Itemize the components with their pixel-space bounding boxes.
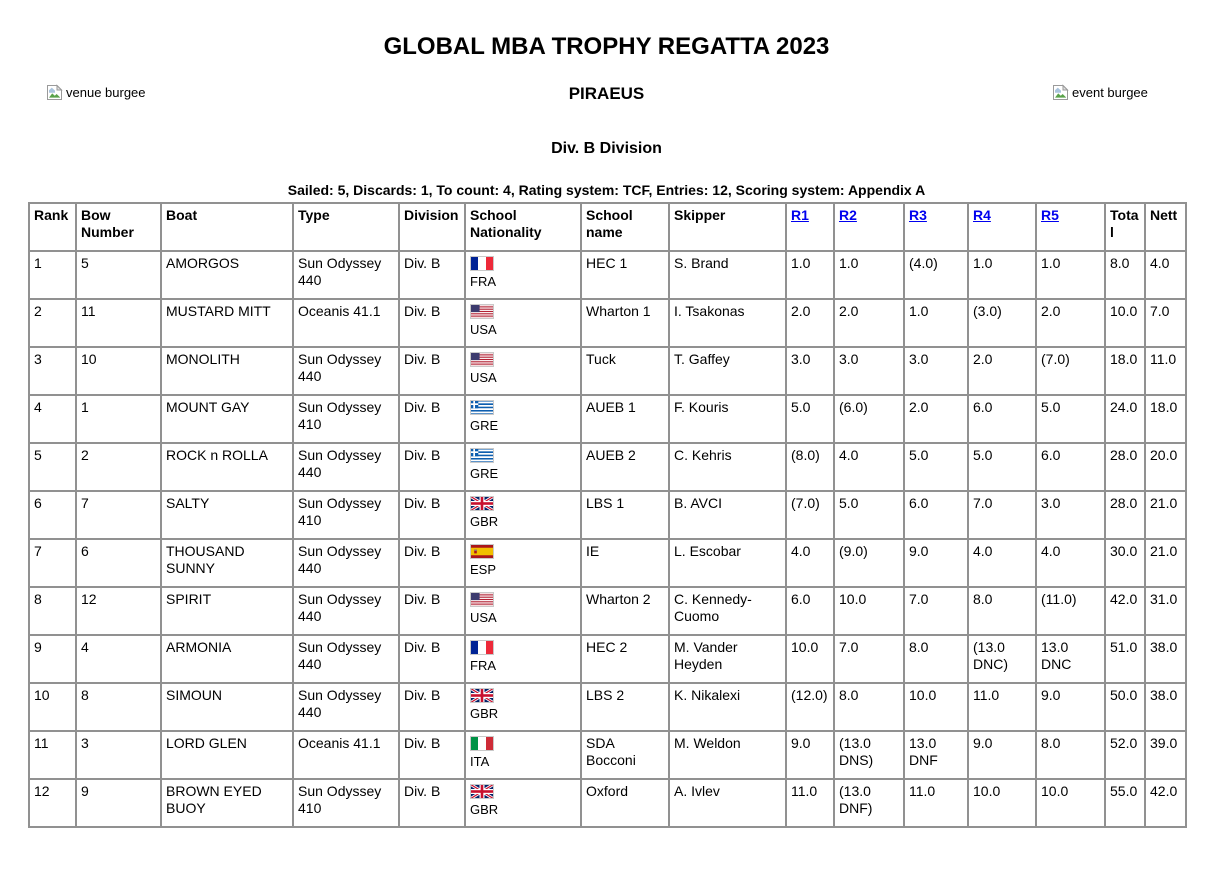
- cell-r3: (4.0): [904, 251, 968, 299]
- cell-rank: 10: [29, 683, 76, 731]
- series-summary: Sailed: 5, Discards: 1, To count: 4, Rating system: TCF, Entries: 12, Scoring system: Appendix A: [287, 182, 926, 198]
- cell-r2: 8.0: [834, 683, 904, 731]
- cell-r4: 4.0: [968, 539, 1036, 587]
- cell-rank: 12: [29, 779, 76, 827]
- cell-nett: 38.0: [1145, 635, 1186, 683]
- cell-division: Div. B: [399, 539, 465, 587]
- cell-r2: 2.0: [834, 299, 904, 347]
- cell-rank: 9: [29, 635, 76, 683]
- cell-r2: (6.0): [834, 395, 904, 443]
- cell-r4: (13.0 DNC): [968, 635, 1036, 683]
- cell-type: Oceanis 41.1: [293, 299, 399, 347]
- cell-r1: (12.0): [786, 683, 834, 731]
- cell-r1: 2.0: [786, 299, 834, 347]
- cell-nett: 38.0: [1145, 683, 1186, 731]
- cell-rank: 1: [29, 251, 76, 299]
- cell-r4: 11.0: [968, 683, 1036, 731]
- cell-r5: 3.0: [1036, 491, 1105, 539]
- division-title: Div. B Division: [551, 140, 662, 157]
- cell-nett: 20.0: [1145, 443, 1186, 491]
- nationality-code: USA: [470, 370, 497, 385]
- cell-bow: 4: [76, 635, 161, 683]
- cell-total: 8.0: [1105, 251, 1145, 299]
- cell-school: IE: [581, 539, 669, 587]
- cell-r4: 5.0: [968, 443, 1036, 491]
- table-row: [29, 491, 1186, 539]
- cell-r5: (11.0): [1036, 587, 1105, 635]
- cell-skipper: C. Kehris: [669, 443, 786, 491]
- nationality-code: FRA: [470, 658, 496, 673]
- cell-bow: 5: [76, 251, 161, 299]
- cell-r3: 5.0: [904, 443, 968, 491]
- column-header-boat: Boat: [161, 203, 293, 251]
- cell-r1: 6.0: [786, 587, 834, 635]
- cell-nett: 39.0: [1145, 731, 1186, 779]
- cell-skipper: F. Kouris: [669, 395, 786, 443]
- cell-boat: ARMONIA: [161, 635, 293, 683]
- cell-r3: 6.0: [904, 491, 968, 539]
- cell-r3: 7.0: [904, 587, 968, 635]
- flag-icon-fra: [470, 640, 494, 655]
- cell-bow: 8: [76, 683, 161, 731]
- column-header-nett: Nett: [1145, 203, 1186, 251]
- cell-rank: 5: [29, 443, 76, 491]
- cell-r3: 9.0: [904, 539, 968, 587]
- cell-type: Sun Odyssey 440: [293, 443, 399, 491]
- cell-bow: 7: [76, 491, 161, 539]
- cell-school: HEC 1: [581, 251, 669, 299]
- cell-r1: (7.0): [786, 491, 834, 539]
- cell-r4: 9.0: [968, 731, 1036, 779]
- cell-type: Sun Odyssey 440: [293, 635, 399, 683]
- cell-nationality: [465, 731, 581, 779]
- flag-icon-gre: [470, 448, 494, 463]
- cell-skipper: M. Weldon: [669, 731, 786, 779]
- cell-division: Div. B: [399, 779, 465, 827]
- cell-boat: ROCK n ROLLA: [161, 443, 293, 491]
- cell-division: Div. B: [399, 635, 465, 683]
- cell-bow: 1: [76, 395, 161, 443]
- nationality-code: GBR: [470, 802, 499, 817]
- cell-skipper: T. Gaffey: [669, 347, 786, 395]
- flag-icon-ita: [470, 736, 494, 751]
- cell-type: Sun Odyssey 440: [293, 683, 399, 731]
- cell-skipper: C. Kennedy-Cuomo: [669, 587, 786, 635]
- cell-bow: 9: [76, 779, 161, 827]
- column-header-bow: Bow Number: [76, 203, 161, 251]
- cell-division: Div. B: [399, 731, 465, 779]
- nationality-code: GRE: [470, 466, 499, 481]
- cell-r5: 5.0: [1036, 395, 1105, 443]
- event-burgee-alt-text: event burgee: [1072, 85, 1148, 100]
- cell-total: 52.0: [1105, 731, 1145, 779]
- column-header-r5: [1036, 203, 1105, 251]
- results-table-body: [29, 251, 1186, 827]
- cell-r2: 3.0: [834, 347, 904, 395]
- column-header-rank: Rank: [29, 203, 76, 251]
- cell-boat: SIMOUN: [161, 683, 293, 731]
- column-header-skipper: Skipper: [669, 203, 786, 251]
- cell-r3: 13.0 DNF: [904, 731, 968, 779]
- cell-r3: 1.0: [904, 299, 968, 347]
- flag-icon-gbr: [470, 496, 494, 511]
- cell-rank: 2: [29, 299, 76, 347]
- cell-school: AUEB 1: [581, 395, 669, 443]
- cell-r4: (3.0): [968, 299, 1036, 347]
- cell-r5: 13.0 DNC: [1036, 635, 1105, 683]
- cell-r5: 8.0: [1036, 731, 1105, 779]
- column-header-school: School name: [581, 203, 669, 251]
- flag-icon-usa: [470, 352, 494, 367]
- cell-r4: 8.0: [968, 587, 1036, 635]
- cell-skipper: I. Tsakonas: [669, 299, 786, 347]
- cell-total: 24.0: [1105, 395, 1145, 443]
- table-row: [29, 731, 1186, 779]
- cell-r3: 2.0: [904, 395, 968, 443]
- cell-r2: 1.0: [834, 251, 904, 299]
- cell-total: 55.0: [1105, 779, 1145, 827]
- cell-skipper: M. Vander Heyden: [669, 635, 786, 683]
- cell-nett: 42.0: [1145, 779, 1186, 827]
- table-row: [29, 587, 1186, 635]
- cell-school: HEC 2: [581, 635, 669, 683]
- cell-r2: (13.0 DNF): [834, 779, 904, 827]
- cell-total: 28.0: [1105, 491, 1145, 539]
- cell-school: SDA Bocconi: [581, 731, 669, 779]
- cell-r1: 4.0: [786, 539, 834, 587]
- table-row: [29, 683, 1186, 731]
- cell-r1: 1.0: [786, 251, 834, 299]
- cell-r2: 4.0: [834, 443, 904, 491]
- table-row: [29, 779, 1186, 827]
- race-column-link-r2[interactable]: R2: [839, 207, 857, 223]
- cell-type: Sun Odyssey 440: [293, 587, 399, 635]
- cell-school: Oxford: [581, 779, 669, 827]
- race-column-link-r3[interactable]: R3: [909, 207, 927, 223]
- cell-nett: 31.0: [1145, 587, 1186, 635]
- cell-type: Oceanis 41.1: [293, 731, 399, 779]
- cell-bow: 11: [76, 299, 161, 347]
- cell-r1: (8.0): [786, 443, 834, 491]
- cell-division: Div. B: [399, 251, 465, 299]
- cell-r1: 3.0: [786, 347, 834, 395]
- flag-icon-gbr: [470, 784, 494, 799]
- cell-type: Sun Odyssey 440: [293, 251, 399, 299]
- cell-boat: MONOLITH: [161, 347, 293, 395]
- cell-boat: AMORGOS: [161, 251, 293, 299]
- header-row: [29, 203, 1186, 251]
- cell-nett: 11.0: [1145, 347, 1186, 395]
- table-row: [29, 347, 1186, 395]
- cell-r3: 10.0: [904, 683, 968, 731]
- cell-nationality: [465, 587, 581, 635]
- cell-r3: 11.0: [904, 779, 968, 827]
- cell-division: Div. B: [399, 347, 465, 395]
- cell-division: Div. B: [399, 299, 465, 347]
- cell-skipper: L. Escobar: [669, 539, 786, 587]
- nationality-code: USA: [470, 610, 497, 625]
- cell-rank: 11: [29, 731, 76, 779]
- cell-r3: 3.0: [904, 347, 968, 395]
- cell-r5: 10.0: [1036, 779, 1105, 827]
- cell-r4: 6.0: [968, 395, 1036, 443]
- cell-total: 50.0: [1105, 683, 1145, 731]
- cell-nationality: [465, 443, 581, 491]
- column-header-r1: [786, 203, 834, 251]
- nationality-code: ESP: [470, 562, 497, 577]
- cell-r2: 5.0: [834, 491, 904, 539]
- cell-rank: 4: [29, 395, 76, 443]
- flag-icon-fra: [470, 256, 494, 271]
- flag-icon-usa: [470, 592, 494, 607]
- cell-bow: 10: [76, 347, 161, 395]
- cell-total: 51.0: [1105, 635, 1145, 683]
- nationality-code: FRA: [470, 274, 496, 289]
- column-header-r2: [834, 203, 904, 251]
- cell-school: Wharton 1: [581, 299, 669, 347]
- cell-division: Div. B: [399, 395, 465, 443]
- cell-bow: 6: [76, 539, 161, 587]
- cell-school: Tuck: [581, 347, 669, 395]
- event-burgee-image: [1052, 84, 1148, 101]
- cell-r4: 2.0: [968, 347, 1036, 395]
- cell-division: Div. B: [399, 491, 465, 539]
- cell-total: 30.0: [1105, 539, 1145, 587]
- cell-r2: (13.0 DNS): [834, 731, 904, 779]
- nationality-code: USA: [470, 322, 497, 337]
- page-title: GLOBAL MBA TROPHY REGATTA 2023: [383, 33, 830, 60]
- cell-division: Div. B: [399, 587, 465, 635]
- flag-icon-usa: [470, 304, 494, 319]
- table-row: [29, 539, 1186, 587]
- cell-r2: 10.0: [834, 587, 904, 635]
- table-row: [29, 251, 1186, 299]
- table-row: [29, 635, 1186, 683]
- cell-division: Div. B: [399, 683, 465, 731]
- cell-nett: 21.0: [1145, 539, 1186, 587]
- nationality-code: ITA: [470, 754, 490, 769]
- cell-boat: BROWN EYED BUOY: [161, 779, 293, 827]
- cell-total: 28.0: [1105, 443, 1145, 491]
- cell-school: LBS 1: [581, 491, 669, 539]
- cell-r4: 10.0: [968, 779, 1036, 827]
- cell-r5: 9.0: [1036, 683, 1105, 731]
- cell-r2: 7.0: [834, 635, 904, 683]
- cell-type: Sun Odyssey 410: [293, 395, 399, 443]
- race-column-link-r5[interactable]: R5: [1041, 207, 1059, 223]
- column-header-r3: [904, 203, 968, 251]
- cell-total: 42.0: [1105, 587, 1145, 635]
- broken-image-icon: [46, 84, 63, 101]
- cell-nationality: [465, 251, 581, 299]
- column-header-nationality: School Nationality: [465, 203, 581, 251]
- cell-r4: 1.0: [968, 251, 1036, 299]
- cell-rank: 6: [29, 491, 76, 539]
- cell-nett: 18.0: [1145, 395, 1186, 443]
- cell-boat: MOUNT GAY: [161, 395, 293, 443]
- cell-r1: 9.0: [786, 731, 834, 779]
- cell-school: Wharton 2: [581, 587, 669, 635]
- cell-r5: 1.0: [1036, 251, 1105, 299]
- cell-nationality: [465, 635, 581, 683]
- flag-icon-gbr: [470, 688, 494, 703]
- race-column-link-r4[interactable]: R4: [973, 207, 991, 223]
- cell-r5: 2.0: [1036, 299, 1105, 347]
- cell-boat: LORD GLEN: [161, 731, 293, 779]
- cell-rank: 8: [29, 587, 76, 635]
- cell-r5: 4.0: [1036, 539, 1105, 587]
- cell-nett: 21.0: [1145, 491, 1186, 539]
- cell-r1: 5.0: [786, 395, 834, 443]
- venue-burgee-alt-text: venue burgee: [66, 85, 146, 100]
- cell-r5: 6.0: [1036, 443, 1105, 491]
- cell-nationality: [465, 779, 581, 827]
- cell-boat: SALTY: [161, 491, 293, 539]
- cell-skipper: K. Nikalexi: [669, 683, 786, 731]
- cell-division: Div. B: [399, 443, 465, 491]
- cell-nationality: [465, 491, 581, 539]
- cell-bow: 2: [76, 443, 161, 491]
- flag-icon-gre: [470, 400, 494, 415]
- cell-rank: 7: [29, 539, 76, 587]
- cell-type: Sun Odyssey 410: [293, 779, 399, 827]
- cell-r1: 10.0: [786, 635, 834, 683]
- broken-image-icon: [1052, 84, 1069, 101]
- cell-type: Sun Odyssey 440: [293, 539, 399, 587]
- column-header-division: Division: [399, 203, 465, 251]
- nationality-code: GBR: [470, 706, 499, 721]
- cell-nett: 7.0: [1145, 299, 1186, 347]
- venue-burgee-image: [46, 84, 146, 101]
- venue-subtitle: PIRAEUS: [568, 84, 645, 103]
- cell-r3: 8.0: [904, 635, 968, 683]
- cell-nett: 4.0: [1145, 251, 1186, 299]
- results-table: [28, 202, 1187, 828]
- cell-skipper: B. AVCI: [669, 491, 786, 539]
- table-row: [29, 395, 1186, 443]
- cell-type: Sun Odyssey 440: [293, 347, 399, 395]
- flag-icon-esp: [470, 544, 494, 559]
- cell-boat: SPIRIT: [161, 587, 293, 635]
- cell-skipper: S. Brand: [669, 251, 786, 299]
- cell-boat: THOUSAND SUNNY: [161, 539, 293, 587]
- cell-nationality: [465, 683, 581, 731]
- nationality-code: GBR: [470, 514, 499, 529]
- cell-nationality: [465, 299, 581, 347]
- cell-skipper: A. Ivlev: [669, 779, 786, 827]
- cell-r2: (9.0): [834, 539, 904, 587]
- cell-school: AUEB 2: [581, 443, 669, 491]
- cell-bow: 3: [76, 731, 161, 779]
- cell-boat: MUSTARD MITT: [161, 299, 293, 347]
- cell-r4: 7.0: [968, 491, 1036, 539]
- cell-type: Sun Odyssey 410: [293, 491, 399, 539]
- table-row: [29, 443, 1186, 491]
- cell-nationality: [465, 395, 581, 443]
- nationality-code: GRE: [470, 418, 499, 433]
- cell-nationality: [465, 347, 581, 395]
- column-header-total: Total: [1105, 203, 1145, 251]
- column-header-type: Type: [293, 203, 399, 251]
- results-table-head: [29, 203, 1186, 251]
- column-header-r4: [968, 203, 1036, 251]
- race-column-link-r1[interactable]: R1: [791, 207, 809, 223]
- cell-bow: 12: [76, 587, 161, 635]
- cell-r1: 11.0: [786, 779, 834, 827]
- table-row: [29, 299, 1186, 347]
- cell-total: 10.0: [1105, 299, 1145, 347]
- cell-school: LBS 2: [581, 683, 669, 731]
- cell-nationality: [465, 539, 581, 587]
- cell-total: 18.0: [1105, 347, 1145, 395]
- cell-rank: 3: [29, 347, 76, 395]
- cell-r5: (7.0): [1036, 347, 1105, 395]
